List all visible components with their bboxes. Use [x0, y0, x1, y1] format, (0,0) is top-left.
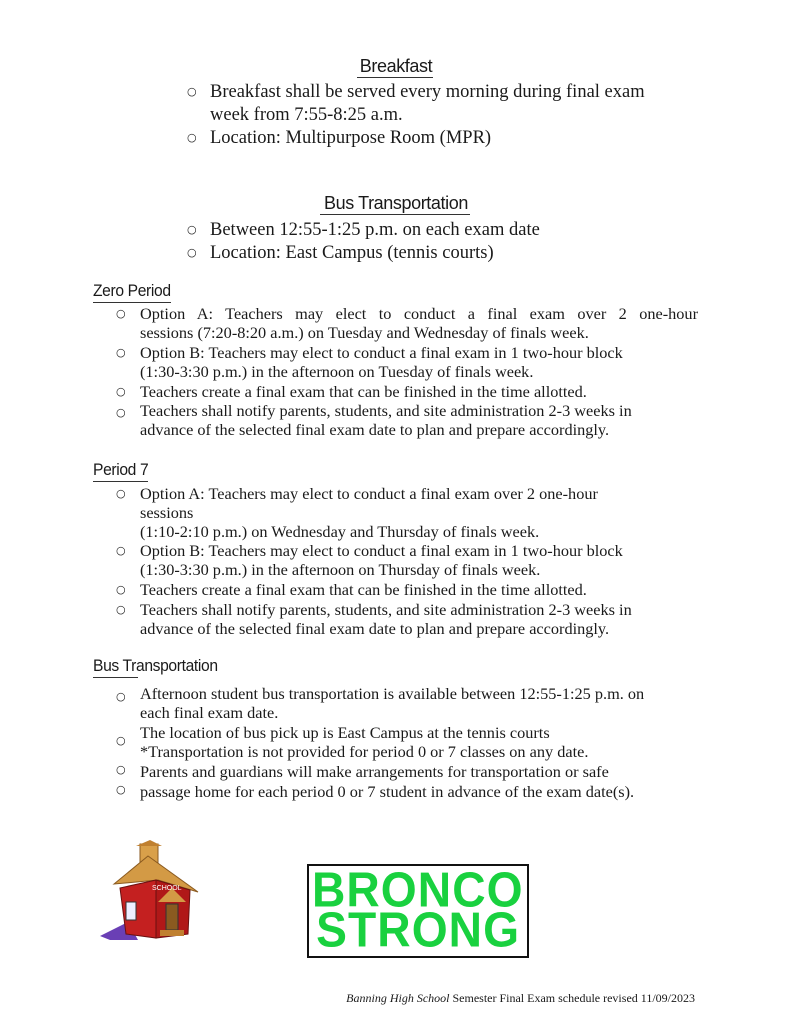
period-7-line: sessions [140, 503, 194, 522]
bullet-icon: ○ [116, 783, 126, 796]
logo-line-1: BRONCO [312, 863, 524, 918]
bus-bottom-line: The location of bus pick up is East Campus at the tennis courts [140, 723, 550, 742]
bus-bottom-line: Parents and guardians will make arrangements for transportation or safe [140, 762, 609, 781]
bullet-icon: ○ [187, 246, 197, 259]
bullet-icon: ○ [116, 487, 126, 500]
breakfast-heading: Breakfast [359, 56, 433, 76]
bullet-icon: ○ [116, 603, 126, 616]
breakfast-line: week from 7:55-8:25 a.m. [210, 105, 403, 125]
bullet-icon: ○ [116, 583, 126, 596]
zero-period-line: (1:30-3:30 p.m.) in the afternoon on Tuesday of finals week. [140, 362, 534, 381]
schoolhouse-image [98, 840, 204, 948]
zero-period-line: advance of the selected final exam date to plan and prepare accordingly. [140, 420, 610, 439]
bus-transportation-heading-2: Bus Transportation [93, 656, 218, 675]
bullet-icon: ○ [187, 131, 197, 144]
zero-period-line: Teachers shall notify parents, students, and site administration 2-3 weeks in [140, 401, 632, 420]
heading-underline [93, 481, 148, 482]
bus-bottom-line: *Transportation is not provided for period 0 or 7 classes on any date. [140, 742, 589, 761]
period-7-heading: Period 7 [93, 460, 149, 479]
heading-underline [357, 77, 433, 78]
bullet-icon: ○ [116, 734, 126, 747]
heading-underline [93, 302, 171, 303]
bus-bottom-line: Afternoon student bus transportation is available between 12:55-1:25 p.m. on [140, 684, 645, 703]
bullet-icon: ○ [116, 385, 126, 398]
zero-period-line: Option B: Teachers may elect to conduct a final exam in 1 two-hour block [140, 343, 623, 362]
bullet-icon: ○ [116, 690, 126, 703]
school-sign: SCHOOL [152, 885, 182, 892]
breakfast-line: Breakfast shall be served every morning during final exam [210, 82, 645, 102]
zero-period-line: Option A: Teachers may elect to conduct a final exam over 2 one-hour [140, 304, 698, 323]
breakfast-line: Location: Multipurpose Room (MPR) [210, 128, 492, 148]
bullet-icon: ○ [116, 544, 126, 557]
heading-underline [320, 214, 470, 215]
period-7-line: (1:10-2:10 p.m.) on Wednesday and Thursday of finals week. [140, 522, 540, 541]
bus-line: Location: East Campus (tennis courts) [210, 243, 494, 263]
bus-transportation-heading: Bus Transportation [324, 193, 468, 213]
bullet-icon: ○ [116, 406, 126, 419]
zero-period-line: Teachers create a final exam that can be finished in the time allotted. [140, 382, 587, 401]
footer-text: Semester Final Exam schedule revised 11/09/2023 [449, 991, 695, 1005]
period-7-line: Option A: Teachers may elect to conduct a final exam over 2 one-hour [140, 484, 598, 503]
bullet-icon: ○ [116, 763, 126, 776]
logo-line-2: STRONG [316, 903, 520, 958]
period-7-line: (1:30-3:30 p.m.) in the afternoon on Thursday of finals week. [140, 560, 541, 579]
bus-bottom-line: passage home for each period 0 or 7 student in advance of the exam date(s). [140, 782, 635, 801]
period-7-line: advance of the selected final exam date to plan and prepare accordingly. [140, 619, 610, 638]
period-7-line: Teachers create a final exam that can be finished in the time allotted. [140, 580, 587, 599]
heading-underline [93, 677, 138, 678]
bus-bottom-line: each final exam date. [140, 703, 279, 722]
bus-line: Between 12:55-1:25 p.m. on each exam date [210, 220, 540, 240]
bronco-strong-logo [307, 864, 529, 958]
zero-period-line: sessions (7:20-8:20 a.m.) on Tuesday and Wednesday of finals week. [140, 323, 589, 342]
period-7-line: Option B: Teachers may elect to conduct a final exam in 1 two-hour block [140, 541, 623, 560]
bullet-icon: ○ [116, 346, 126, 359]
period-7-line: Teachers shall notify parents, students, and site administration 2-3 weeks in [140, 600, 632, 619]
bullet-icon: ○ [116, 307, 126, 320]
footer-school: Banning High School [346, 991, 450, 1005]
zero-period-heading: Zero Period [93, 281, 171, 300]
footer [346, 991, 695, 1006]
bullet-icon: ○ [187, 223, 197, 236]
bullet-icon: ○ [187, 85, 197, 98]
